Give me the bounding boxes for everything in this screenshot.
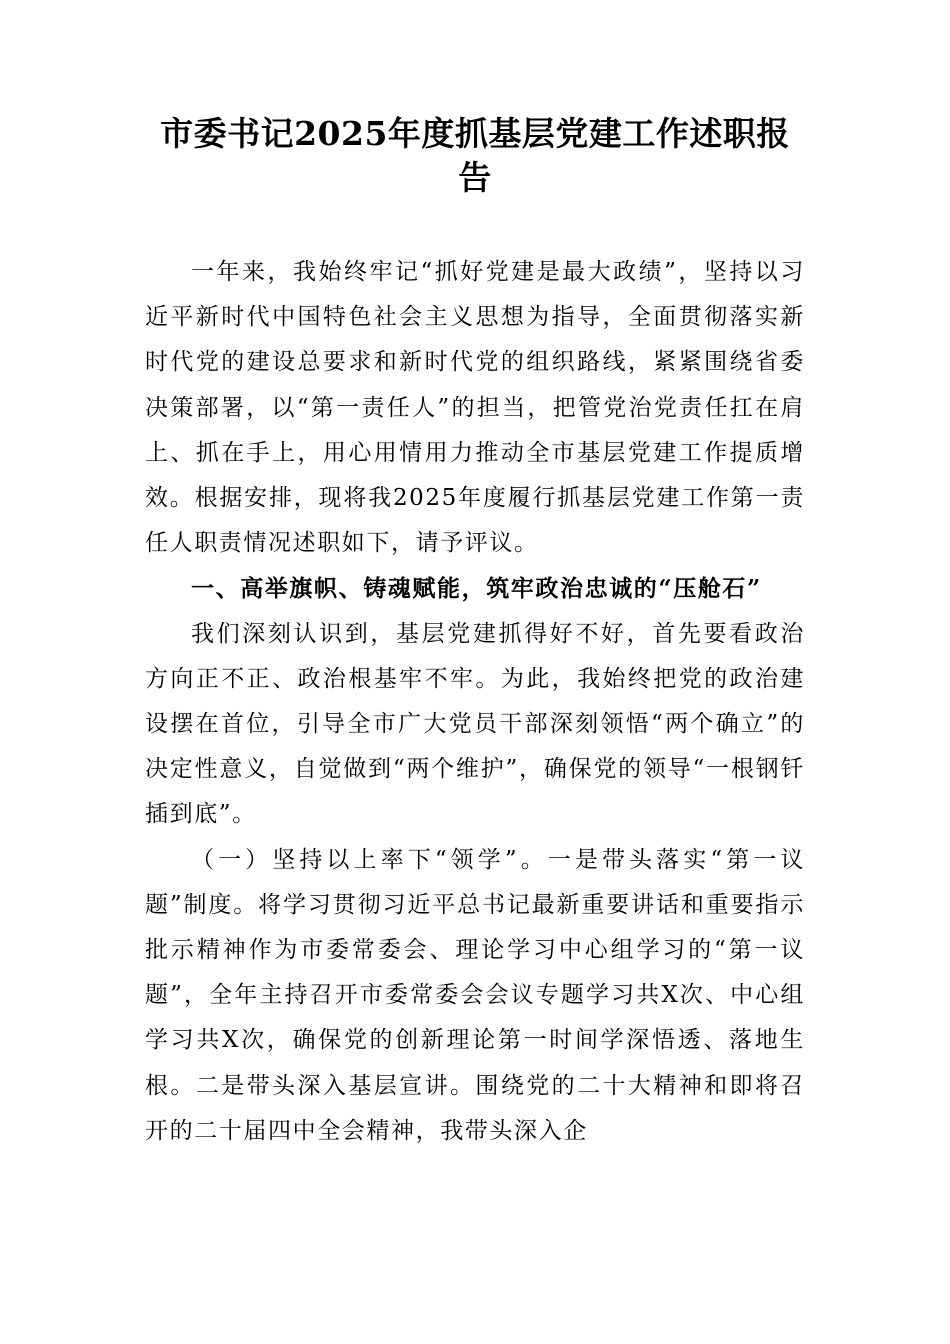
paragraph-intro: 一年来，我始终牢记“抓好党建是最大政绩”，坚持以习近平新时代中国特色社会主义思想为指导，全面贯彻落实新时代党的建设总要求和新时代党的组织路线，紧紧围绕省委决策部署，以“第一责任人”的担当，把管党治党责任扛在肩上、抓在手上，用心用情用力推动全市基层党建工作提质增效。根据安排，现将我2025年度履行抓基层党建工作第一责任人职责情况述职如下，请予评议。 — [145, 259, 805, 557]
document-title: 市委书记2025年度抓基层党建工作述职报告 — [160, 114, 790, 197]
paragraph-section-1: 我们深刻认识到，基层党建抓得好不好，首先要看政治方向正不正、政治根基牢不牢。为此，我始终把党的政治建设摆在首位，引导全市广大党员干部深刻领悟“两个确立”的决定性意义，自觉做到“两个维护”，确保党的领导“一根钢钎插到底”。 — [145, 620, 805, 828]
paragraph-subsection-1: （一）坚持以上率下“领学”。一是带头落实“第一议题”制度。将学习贯彻习近平总书记最新重要讲话和重要指示批示精神作为市委常委会、理论学习中心组学习的“第一议题”，全年主持召开市委常委会会议专题学习共X次、中心组学习共X次，确保党的创新理论第一时间学深悟透、落地生根。二是带头深入基层宣讲。围绕党的二十大精神和即将召开的二十届四中全会精神，我带头深入企 — [145, 846, 805, 1144]
section-heading-1: 一、高举旗帜、铸魂赋能，筑牢政治忠诚的“压舱石” — [191, 575, 762, 603]
document-body — [145, 250, 805, 1154]
